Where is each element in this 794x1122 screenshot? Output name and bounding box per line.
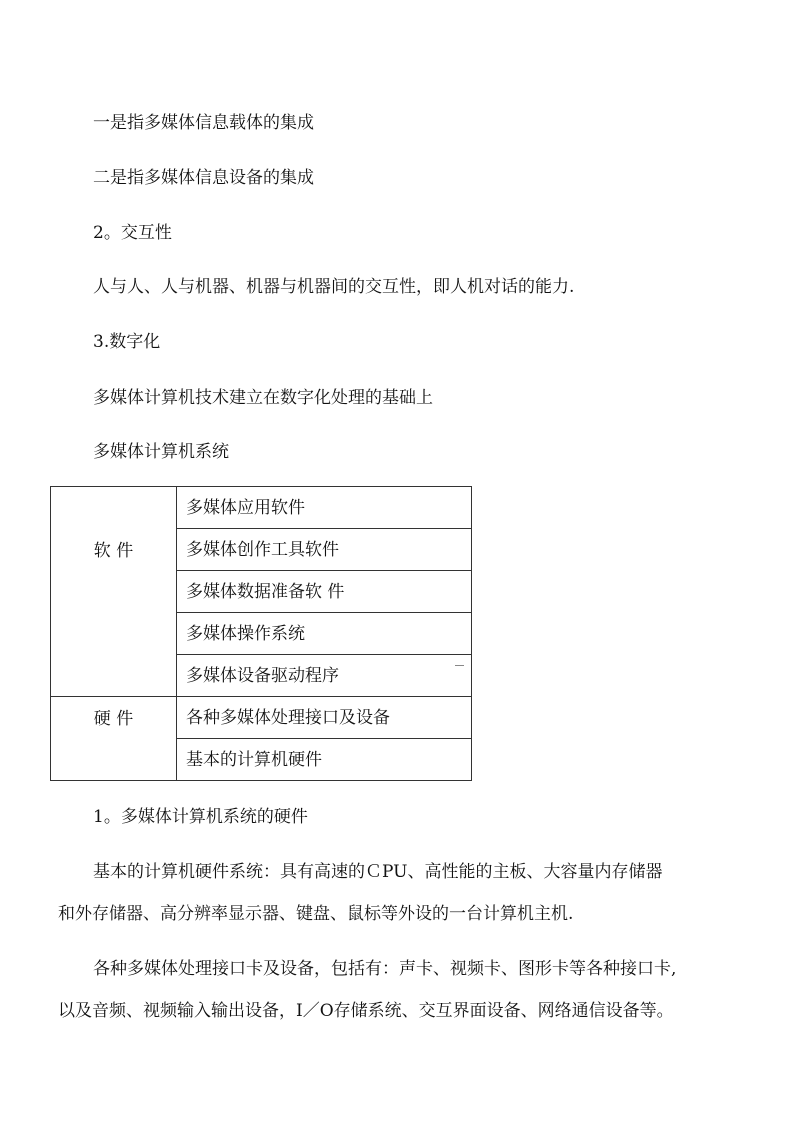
stray-mark bbox=[455, 665, 464, 666]
text-line-digitization: 多媒体计算机技术建立在数字化处理的基础上 bbox=[93, 388, 433, 408]
text-line-2: 二是指多媒体信息设备的集成 bbox=[93, 168, 314, 188]
software-category-cell bbox=[51, 487, 177, 697]
section-heading-hardware: 1。多媒体计算机系统的硬件 bbox=[93, 807, 308, 827]
table-cell: 各种多媒体处理接口及设备 bbox=[177, 697, 472, 739]
table-cell: 多媒体创作工具软件 bbox=[177, 529, 472, 571]
section-heading-digitization: 3.数字化 bbox=[93, 332, 161, 352]
table-cell: 基本的计算机硬件 bbox=[177, 739, 472, 781]
software-label: 软 件 bbox=[93, 541, 134, 561]
table-cell: 多媒体操作系统 bbox=[177, 613, 472, 655]
table-row bbox=[51, 697, 472, 739]
table-cell: 多媒体设备驱动程序 bbox=[177, 655, 472, 697]
paragraph-1-line-1: 基本的计算机硬件系统：具有高速的ＣPU、高性能的主板、大容量内存储器 bbox=[93, 862, 663, 882]
hardware-category-cell bbox=[51, 697, 177, 781]
paragraph-2-line-1: 各种多媒体处理接口卡及设备，包括有：声卡、视频卡、图形卡等各种接口卡, bbox=[93, 959, 677, 979]
table-row bbox=[51, 487, 472, 529]
paragraph-1-line-2: 和外存储器、高分辨率显示器、键盘、鼠标等外设的一台计算机主机. bbox=[58, 904, 574, 924]
table-caption: 多媒体计算机系统 bbox=[93, 442, 229, 462]
table-cell: 多媒体应用软件 bbox=[177, 487, 472, 529]
table-cell: 多媒体数据准备软 件 bbox=[177, 571, 472, 613]
text-line-interactivity: 人与人、人与机器、机器与机器间的交互性，即人机对话的能力. bbox=[93, 277, 575, 297]
text-line-1: 一是指多媒体信息载体的集成 bbox=[93, 113, 314, 133]
hardware-label: 硬 件 bbox=[93, 709, 134, 729]
system-composition-table bbox=[50, 486, 472, 781]
section-heading-interactivity: 2。交互性 bbox=[93, 223, 172, 243]
paragraph-2-line-2: 以及音频、视频输入输出设备，I／O存储系统、交互界面设备、网络通信设备等。 bbox=[58, 1001, 674, 1021]
